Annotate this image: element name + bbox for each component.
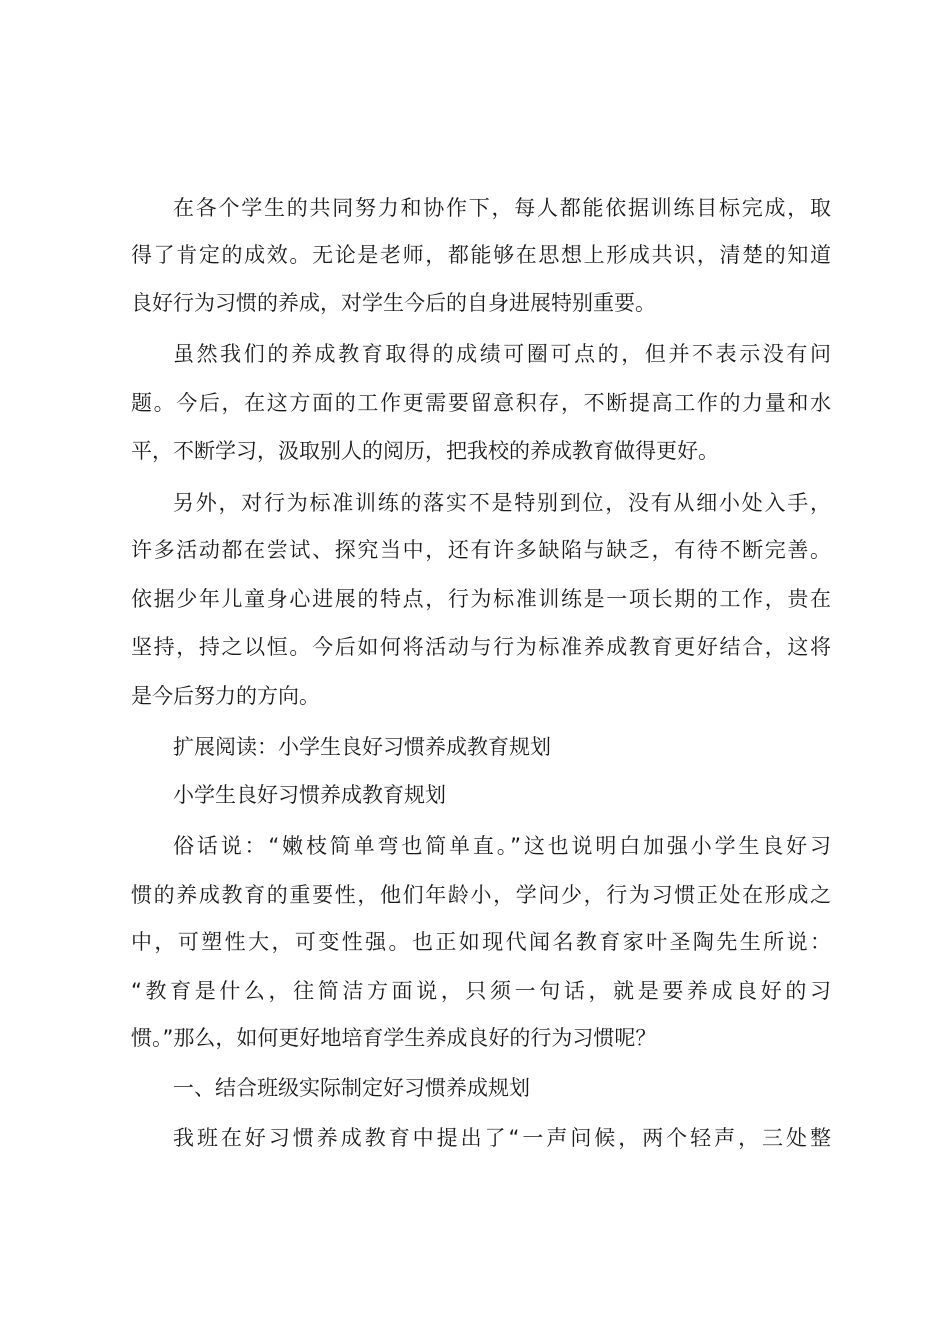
paragraph-2-line-1: 虽然我们的养成教育取得的成绩可圈可点的，但并不表示没有问 — [173, 342, 831, 366]
paragraph-4-line-2: 惯的养成教育的重要性，他们年龄小，学问少，行为习惯正处在形成之 — [131, 883, 831, 907]
paragraph-1-line-3: 良好行为习惯的养成，对学生今后的自身进展特别重要。 — [131, 291, 656, 315]
extended-reading-heading: 扩展阅读：小学生良好习惯养成教育规划 — [173, 735, 551, 759]
paragraph-4-line-4: “教育是什么，往简洁方面说，只须一句话，就是要养成良好的习 — [131, 979, 831, 1003]
paragraph-2-line-2: 题。今后，在这方面的工作更需要留意积存，不断提高工作的力量和水 — [131, 391, 831, 415]
paragraph-3-line-4: 坚持，持之以恒。今后如何将活动与行为标准养成教育更好结合，这将 — [131, 635, 831, 659]
section-heading-1: 一、结合班级实际制定好习惯养成规划 — [173, 1076, 530, 1100]
paragraph-4-line-3: 中，可塑性大，可变性强。也正如现代闻名教育家叶圣陶先生所说： — [131, 930, 831, 954]
paragraph-5-line-1: 我班在好习惯养成教育中提出了“一声问候，两个轻声，三处整 — [173, 1126, 831, 1150]
paragraph-2-line-3: 平，不断学习，汲取别人的阅历，把我校的养成教育做得更好。 — [131, 439, 719, 463]
paragraph-3-line-3: 依据少年儿童身心进展的特点，行为标准训练是一项长期的工作，贵在 — [131, 587, 831, 611]
paragraph-3-line-5: 是今后努力的方向。 — [131, 684, 320, 708]
paragraph-3-line-2: 许多活动都在尝试、探究当中，还有许多缺陷与缺乏，有待不断完善。 — [131, 538, 831, 562]
article-title: 小学生良好习惯养成教育规划 — [173, 783, 446, 807]
paragraph-1-line-2: 得了肯定的成效。无论是老师，都能够在思想上形成共识，清楚的知道 — [131, 243, 831, 267]
paragraph-4-line-5: 惯。”那么，如何更好地培育学生养成良好的行为习惯呢？ — [131, 1026, 657, 1050]
paragraph-4-line-1: 俗话说：“嫩枝简单弯也简单直。”这也说明白加强小学生良好习 — [173, 834, 831, 858]
paragraph-1-line-1: 在各个学生的共同努力和协作下，每人都能依据训练目标完成，取 — [173, 196, 831, 220]
paragraph-3-line-1: 另外，对行为标准训练的落实不是特别到位，没有从细小处入手， — [173, 491, 831, 515]
